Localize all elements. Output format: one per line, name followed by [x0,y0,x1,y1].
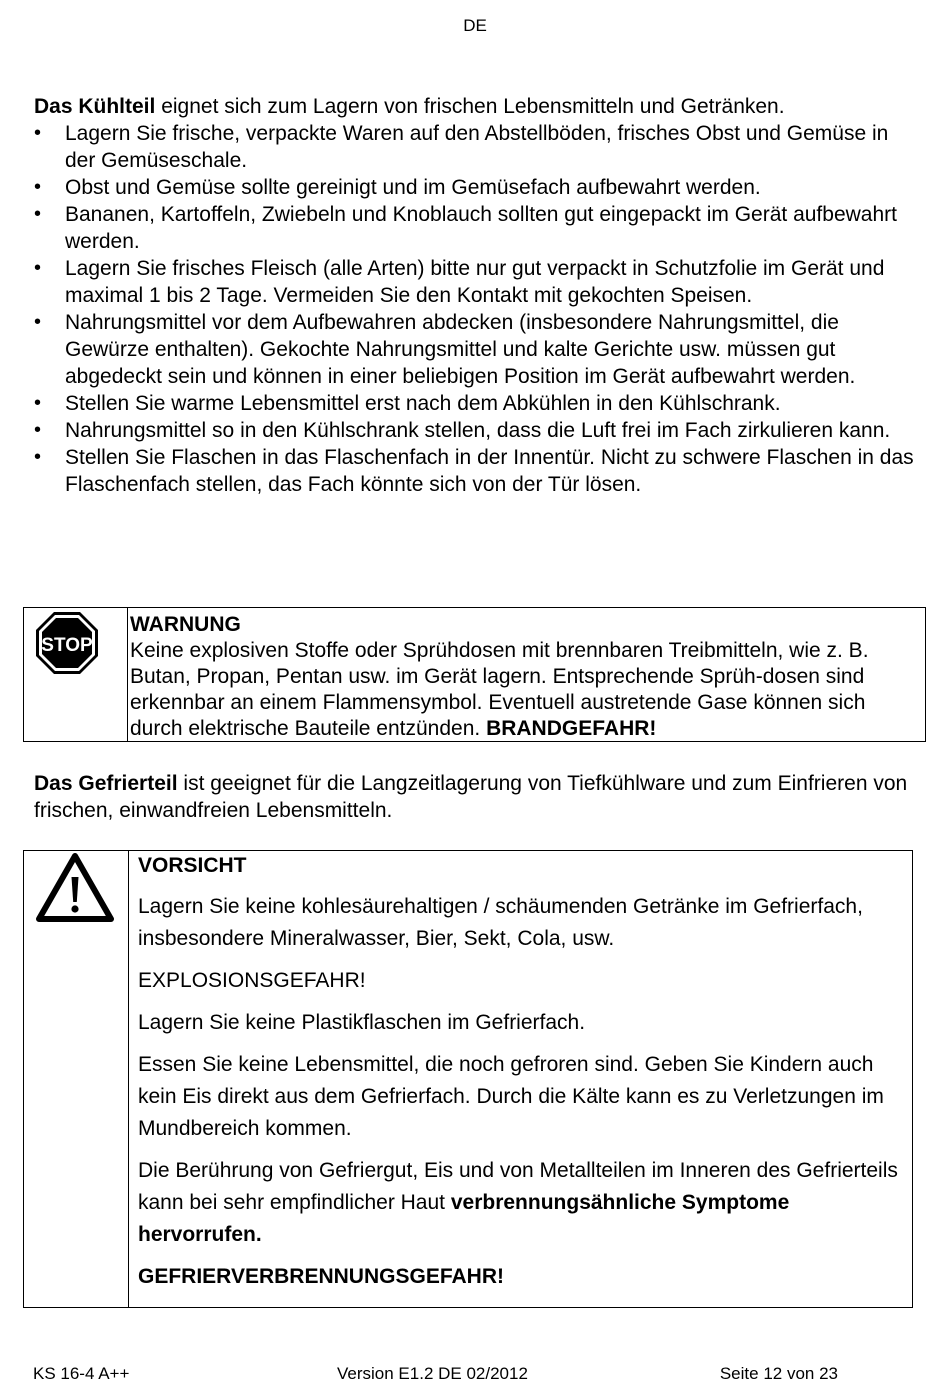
list-item: • Nahrungsmittel vor dem Aufbewahren abdecken (insbesondere Nahrungsmittel, die Gewürze enthalten). Gekochte Nahrungsmittel und kalte Gerichte usw. müssen gut abgedeckt sein und können in einer beliebigen Position im Gerät aufbewahrt werden. [34,309,924,390]
caution-paragraph [138,1155,898,1251]
footer-model: KS 16-4 A++ [33,1364,130,1383]
caution-p5-text: Die Berührung von Gefriergut, Eis und von Metallteilen im Inneren des Gefrierteils kann bei sehr empfindlicher Haut [138,1159,898,1214]
caution-title: VORSICHT [138,854,247,877]
warning-triangle-icon [36,853,114,923]
warning-text [130,638,920,742]
fridge-intro [34,93,924,120]
footer-page-number: Seite 12 von 23 [719,1364,838,1383]
list-item: • Lagern Sie frische, verpackte Waren auf den Abstellböden, frisches Obst und Gemüse in der Gemüseschale. [34,120,924,174]
warning-title: WARNUNG [130,613,241,636]
fridge-bullet-list [34,120,924,498]
caution-text-cell [138,851,898,1303]
list-item: • Stellen Sie warme Lebensmittel erst nach dem Abkühlen in den Kühlschrank. [34,390,924,417]
list-item: • Nahrungsmittel so in den Kühlschrank stellen, dass die Luft frei im Fach zirkulieren kann. [34,417,924,444]
stop-sign-label: STOP [41,635,93,656]
freezer-intro-text: ist geeignet für die Langzeitlagerung von Tiefkühlware und zum Einfrieren von frischen, einwandfreien Lebensmitteln. [34,772,908,822]
warning-emphasis: BRANDGEFAHR! [486,717,657,740]
list-item: • Bananen, Kartoffeln, Zwiebeln und Knoblauch sollten gut eingepackt im Gerät aufbewahrt werden. [34,201,924,255]
warning-body: Keine explosiven Stoffe oder Sprühdosen mit brennbaren Treibmitteln, wie z. B. Butan, Propan, Pentan usw. im Gerät lagern. Entsprechende Sprüh-dosen sind erkennbar an einem Flammensymbol. Eventuell austretende Gase können sich durch elektrische Bauteile entzünden. [130,639,869,740]
fridge-intro-text: eignet sich zum Lagern von frischen Lebensmitteln und Getränken. [155,95,785,118]
freezer-intro-bold: Das Gefrierteil [34,772,178,795]
caution-paragraph: Essen Sie keine Lebensmittel, die noch gefroren sind. Geben Sie Kindern auch kein Eis direkt aus dem Gefrierfach. Durch die Kälte kann es zu Verletzungen im Mundbereich kommen. [138,1053,884,1140]
warning-text-cell [130,612,920,742]
warning-icon-cell [24,608,128,741]
caution-paragraph: EXPLOSIONSGEFAHR! [138,969,366,992]
page-language-header: DE [463,16,487,35]
footer-version: Version E1.2 DE 02/2012 [337,1364,528,1383]
caution-final-warning: GEFRIERVERBRENNUNGSGEFAHR! [138,1265,504,1288]
caution-box [23,850,913,1308]
caution-paragraph: Lagern Sie keine Plastikflaschen im Gefrierfach. [138,1011,586,1034]
list-item: • Obst und Gemüse sollte gereinigt und im Gemüsefach aufbewahrt werden. [34,174,924,201]
list-item: • Stellen Sie Flaschen in das Flaschenfach in der Innentür. Nicht zu schwere Flaschen in das Flaschenfach stellen, das Fach könnte sich von der Tür lösen. [34,444,924,498]
warning-box [23,607,926,742]
stop-sign-icon [35,611,99,675]
caution-p5-bold: verbrennungsähnliche Symptome hervorrufen. [138,1191,790,1246]
list-item: • Lagern Sie frisches Fleisch (alle Arten) bitte nur gut verpackt in Schutzfolie im Gerät und maximal 1 bis 2 Tage. Vermeiden Sie den Kontakt mit gekochten Speisen. [34,255,924,309]
fridge-section [34,93,924,498]
freezer-intro [34,770,924,824]
caution-paragraph: Lagern Sie keine kohlesäurehaltigen / schäumenden Getränke im Gefrierfach, insbesondere Mineralwasser, Bier, Sekt, Cola, usw. [138,895,863,950]
caution-icon-cell [24,851,129,1307]
fridge-intro-bold: Das Kühlteil [34,95,156,118]
